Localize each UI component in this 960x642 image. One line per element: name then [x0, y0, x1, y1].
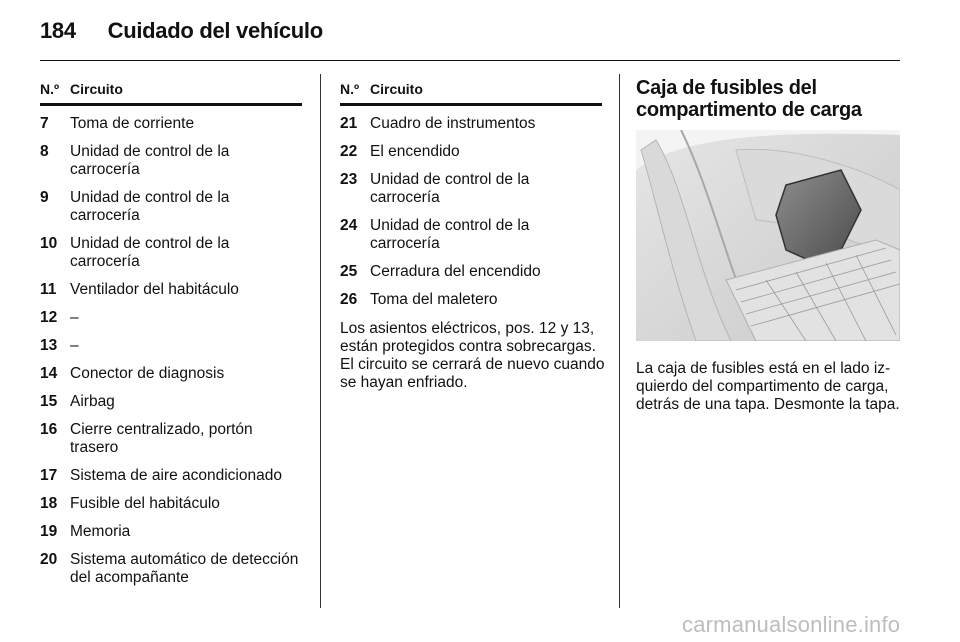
table-row	[40, 467, 302, 485]
table-row	[40, 551, 302, 587]
page-number: 184	[40, 18, 76, 43]
fuse-number: 12	[40, 309, 58, 326]
table-row	[340, 291, 602, 309]
table-row	[40, 523, 302, 541]
fuse-table-left	[40, 80, 302, 597]
table-row	[340, 143, 602, 161]
watermark: carmanualsonline.info	[682, 612, 901, 637]
fuse-number: 8	[40, 143, 49, 160]
circuit-name: –	[70, 309, 79, 326]
circuit-name: Unidad de control de la carrocería	[70, 189, 230, 224]
table-row	[40, 281, 302, 299]
section-title-line: compartimento de carga	[636, 99, 862, 121]
circuit-name: El encendido	[370, 143, 460, 160]
circuit-name: Cierre centralizado, portón trasero	[70, 421, 253, 456]
table-row	[340, 115, 602, 133]
fuse-number: 9	[40, 189, 49, 206]
cargo-fuse-box-illustration	[636, 130, 900, 341]
table-row	[340, 217, 602, 253]
fuse-box-caption: La caja de fusibles está en el lado iz-quierdo del compartimento de carga, detrás de una tapa. Desmonte la tapa.	[636, 360, 900, 413]
circuit-name: Fusible del habitáculo	[70, 495, 220, 512]
fuse-number: 22	[340, 143, 358, 160]
circuit-name: –	[70, 337, 79, 354]
fuse-number: 21	[340, 115, 358, 132]
table-row	[340, 171, 602, 207]
table-row	[340, 263, 602, 281]
table-row	[40, 365, 302, 383]
fuse-number: 11	[40, 281, 57, 298]
circuit-name: Unidad de control de la carrocería	[370, 171, 530, 206]
circuit-name: Unidad de control de la carrocería	[70, 235, 230, 270]
table-header	[40, 80, 302, 106]
page-header	[40, 18, 323, 44]
fuse-number: 20	[40, 551, 58, 568]
fuse-number: 17	[40, 467, 58, 484]
table-row	[40, 189, 302, 225]
circuit-name: Conector de diagnosis	[70, 365, 225, 382]
table-row	[40, 143, 302, 179]
fuse-number: 16	[40, 421, 58, 438]
circuit-name: Ventilador del habitáculo	[70, 281, 239, 298]
circuit-name: Airbag	[70, 393, 115, 410]
table-row	[40, 421, 302, 457]
fuse-number: 15	[40, 393, 58, 410]
table-row	[40, 115, 302, 133]
fuse-number: 7	[40, 115, 49, 132]
fuse-number: 18	[40, 495, 58, 512]
fuse-number: 26	[340, 291, 358, 308]
circuit-name: Unidad de control de la carrocería	[370, 217, 530, 252]
table-row	[40, 495, 302, 513]
fuse-number: 25	[340, 263, 358, 280]
column-header-number: N.º	[40, 81, 60, 97]
fuse-number: 10	[40, 235, 58, 252]
fuse-number: 24	[340, 217, 358, 234]
circuit-name: Cuadro de instrumentos	[370, 115, 536, 132]
table-row	[40, 235, 302, 271]
circuit-name: Unidad de control de la carrocería	[70, 143, 230, 178]
fuse-number: 14	[40, 365, 58, 382]
fuse-number: 13	[40, 337, 58, 354]
table-row	[40, 337, 302, 355]
column-header-circuit: Circuito	[70, 81, 123, 97]
table-row	[40, 393, 302, 411]
circuit-name: Toma del maletero	[370, 291, 498, 308]
table-header	[340, 80, 602, 106]
fuse-number: 23	[340, 171, 358, 188]
table-row	[40, 309, 302, 327]
protection-note: Los asientos eléctricos, pos. 12 y 13, están protegidos contra sobrecargas. El circuito se cerrará de nuevo cuando se hayan enfriado.	[340, 320, 605, 391]
column-header-circuit: Circuito	[370, 81, 423, 97]
fuse-table-right	[340, 80, 602, 319]
circuit-name: Sistema de aire acondicionado	[70, 467, 282, 484]
circuit-name: Toma de corriente	[70, 115, 195, 132]
column-divider	[619, 74, 620, 608]
page-title: Cuidado del vehículo	[107, 18, 323, 43]
header-rule	[40, 60, 900, 61]
circuit-name: Sistema automático de detección del acompañante	[70, 551, 299, 586]
circuit-name: Cerradura del encendido	[370, 263, 541, 280]
column-header-number: N.º	[340, 81, 360, 97]
circuit-name: Memoria	[70, 523, 131, 540]
column-divider	[320, 74, 321, 608]
section-title-line: Caja de fusibles del	[636, 77, 817, 99]
section-title	[636, 77, 862, 121]
fuse-number: 19	[40, 523, 58, 540]
